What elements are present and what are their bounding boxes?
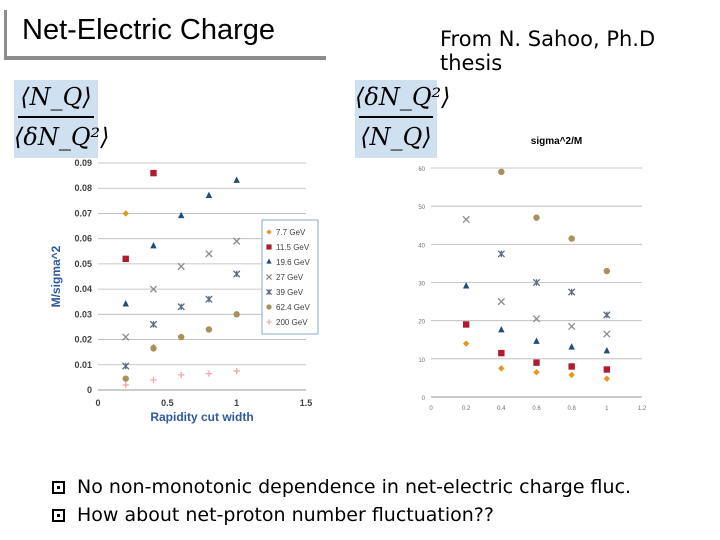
x-tick-label: 0.2	[461, 406, 471, 412]
x-tick-label: 1.2	[637, 406, 647, 412]
data-point	[206, 370, 212, 376]
data-point	[498, 326, 504, 332]
y-tick-label: 0.06	[74, 233, 92, 244]
y-tick-label: 0.02	[74, 334, 92, 345]
fraction-bar	[18, 116, 94, 118]
data-point	[498, 169, 504, 175]
data-point	[568, 363, 574, 369]
chart-mean-over-variance	[48, 152, 320, 430]
data-point	[206, 296, 212, 302]
y-tick-label: 30	[418, 281, 425, 288]
y-tick-label: 20	[418, 319, 425, 326]
data-point	[123, 210, 129, 216]
bullet-item	[52, 501, 631, 529]
legend-marker	[266, 244, 271, 249]
data-point	[206, 192, 212, 198]
x-tick-label: 0	[95, 398, 101, 408]
x-tick-label: 0.8	[567, 406, 576, 412]
legend-label: 200 GeV	[276, 318, 308, 327]
y-tick-label: 40	[418, 243, 425, 250]
data-point	[463, 216, 469, 222]
data-point	[568, 323, 574, 329]
legend-label: 27 GeV	[276, 273, 304, 282]
x-tick-label: 0	[429, 406, 433, 412]
data-point	[533, 359, 539, 365]
data-point	[568, 372, 574, 378]
y-tick-label: 60	[418, 167, 425, 173]
data-point	[604, 312, 610, 318]
data-point	[533, 337, 539, 343]
data-point	[233, 271, 239, 277]
data-point	[123, 300, 129, 306]
data-point	[568, 289, 574, 295]
formula-numerator: ⟨δN_Q²⟩	[355, 83, 451, 111]
data-point	[123, 382, 129, 388]
formula-denominator: ⟨N_Q⟩	[360, 123, 432, 151]
data-point	[150, 321, 156, 327]
data-point	[150, 170, 156, 176]
y-tick-label: 10	[418, 357, 425, 364]
y-tick-label: 0.01	[74, 359, 92, 370]
y-tick-label: 0.09	[74, 158, 92, 168]
legend-label: 19.6 GeV	[276, 258, 310, 267]
data-point	[178, 212, 184, 218]
y-tick-label: 0.03	[74, 309, 92, 320]
bullet-list	[52, 473, 631, 529]
x-tick-label: 0.5	[161, 398, 174, 408]
data-point	[604, 366, 610, 372]
data-point	[233, 311, 239, 317]
formula-denominator: ⟨δN_Q²⟩	[14, 123, 110, 151]
data-point	[178, 372, 184, 378]
y-tick-label: 0	[421, 396, 425, 402]
fraction-bar	[359, 116, 433, 118]
chart-variance-over-mean	[398, 125, 656, 415]
data-point	[568, 343, 574, 349]
y-tick-label: 50	[418, 205, 425, 212]
data-point	[604, 375, 610, 381]
data-point	[498, 350, 504, 356]
checkbox-bullet-icon	[52, 481, 65, 494]
legend-label: 7.7 GeV	[276, 228, 306, 237]
x-axis-label: Rapidity cut width	[150, 410, 254, 424]
legend-label: 39 GeV	[276, 288, 304, 297]
y-tick-label: 0.04	[74, 284, 92, 295]
x-tick-label: 0.6	[532, 406, 541, 412]
data-point	[463, 282, 469, 288]
data-point	[533, 214, 539, 220]
bullet-item	[52, 473, 631, 501]
y-axis-label: M/sigma^2	[49, 245, 63, 308]
checkbox-bullet-icon	[52, 509, 65, 522]
formula-mean-over-variance	[14, 80, 110, 158]
legend-label: 11.5 GeV	[276, 243, 310, 252]
data-point	[463, 321, 469, 327]
data-point	[498, 365, 504, 371]
data-point	[150, 242, 156, 248]
x-tick-label: 1	[605, 406, 609, 412]
x-tick-label: 1.5	[299, 398, 313, 408]
data-point	[123, 363, 129, 369]
x-tick-label: 1	[234, 398, 240, 408]
data-point	[178, 334, 184, 340]
data-point	[604, 268, 610, 274]
legend-label: 62.4 GeV	[276, 303, 310, 312]
data-point	[533, 369, 539, 375]
formula-numerator: ⟨N_Q⟩	[20, 83, 92, 111]
bullet-text: No non-monotonic dependence in net-electric charge fluc.	[77, 476, 632, 498]
source-citation: From N. Sahoo, Ph.D thesis	[440, 27, 656, 75]
chart-title: sigma^2/M	[530, 136, 583, 147]
x-tick-label: 0.4	[497, 406, 506, 412]
legend	[262, 220, 318, 334]
slide-title: Net-Electric Charge	[22, 14, 276, 46]
y-tick-label: 0	[86, 385, 92, 395]
data-point	[568, 235, 574, 241]
bullet-text: How about net-proton number fluctuation??	[77, 504, 494, 526]
data-point	[498, 251, 504, 257]
data-point	[178, 304, 184, 310]
data-point	[206, 326, 212, 332]
data-point	[463, 340, 469, 346]
data-point	[123, 256, 129, 262]
y-tick-label: 0.08	[74, 183, 92, 194]
data-point	[233, 368, 239, 374]
data-point	[150, 377, 156, 383]
data-point	[604, 331, 610, 337]
data-point	[206, 251, 212, 257]
data-point	[123, 375, 129, 381]
y-tick-label: 0.07	[74, 208, 92, 219]
data-point	[498, 298, 504, 304]
y-tick-label: 0.05	[74, 258, 92, 269]
data-point	[604, 347, 610, 353]
data-point	[150, 345, 156, 351]
legend-marker	[266, 304, 271, 309]
data-point	[233, 176, 239, 182]
